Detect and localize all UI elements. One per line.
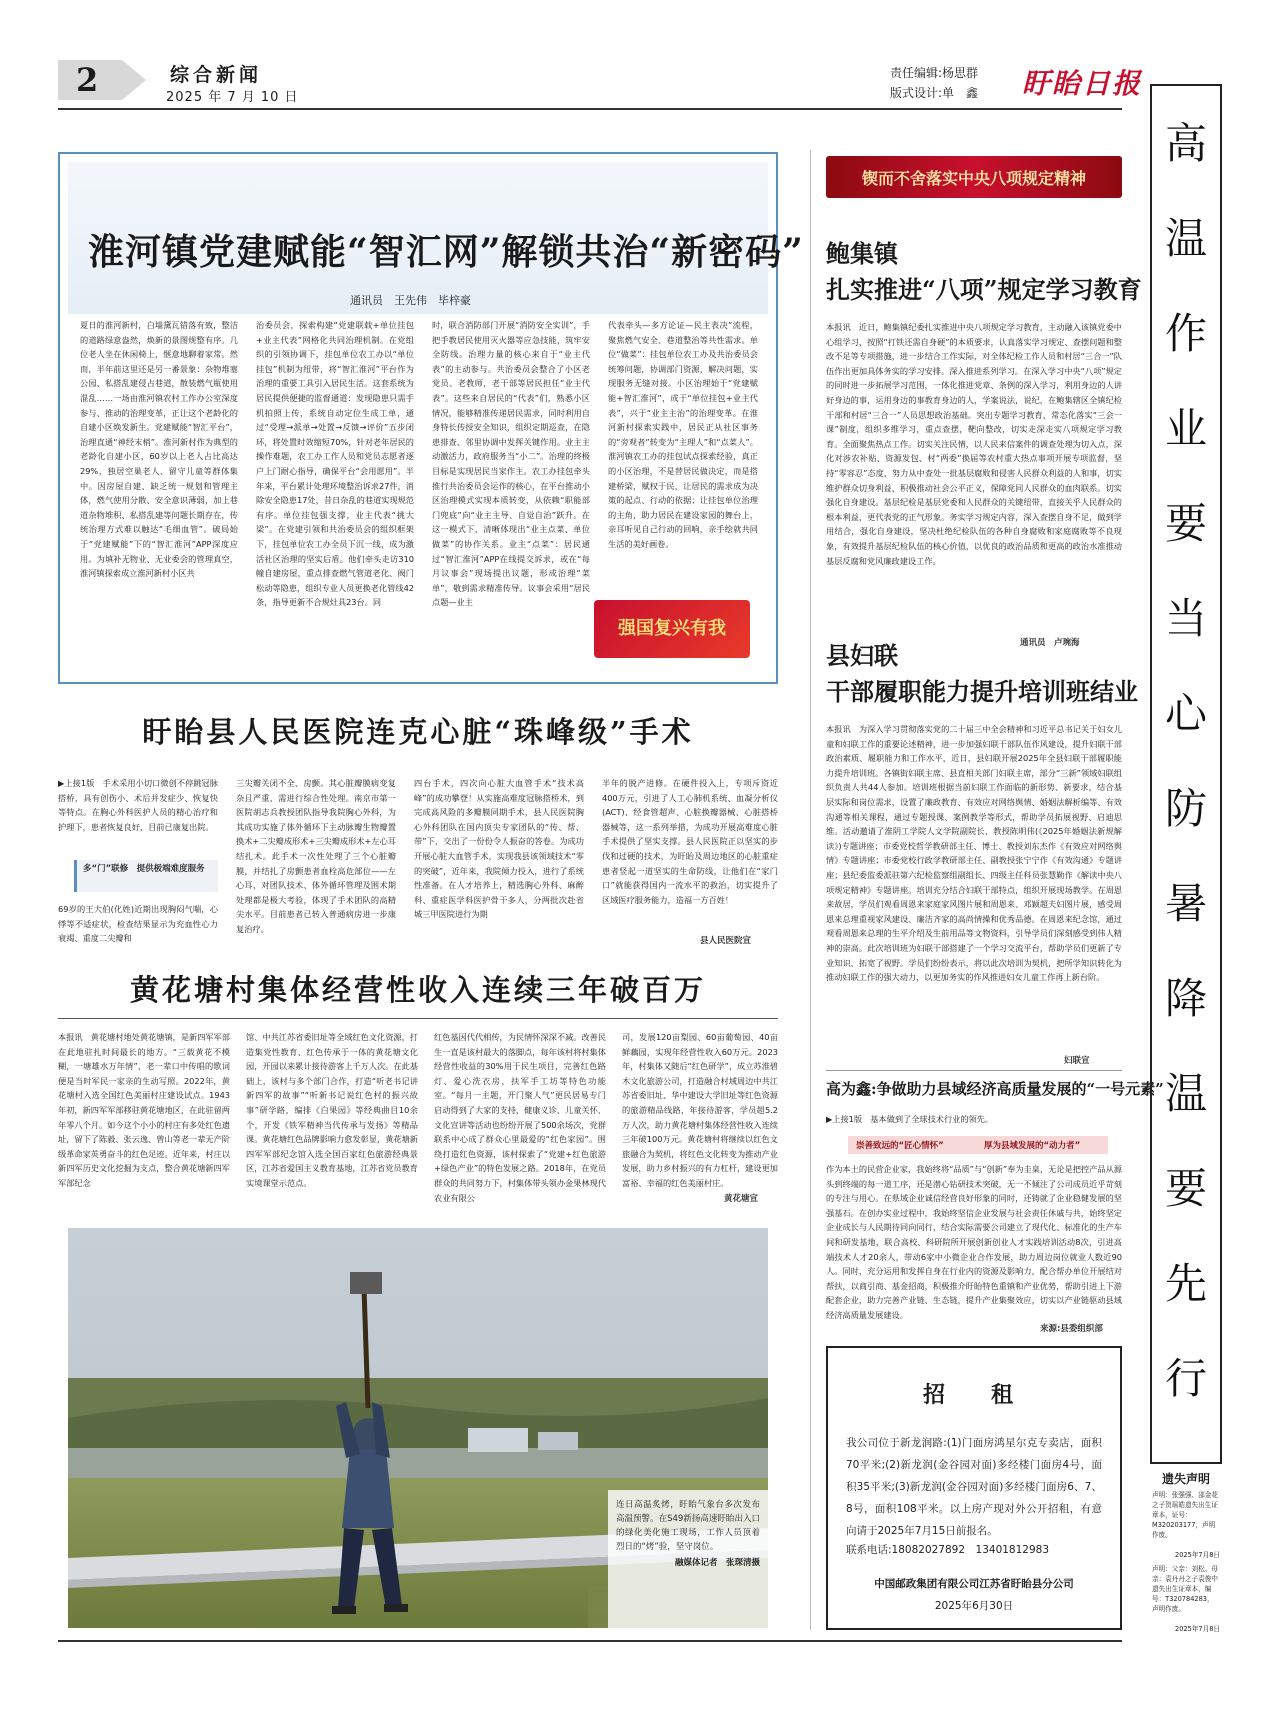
article-baoji-title-2: 扎实推进“八项”规定学习教育 — [826, 275, 1142, 304]
article-huaihe-col-3: 时，联合消防部门开展“消防安全实训”，手把手教居民使用灭火器等应急技能，筑牢安全防线。治理力量的核心来自于“业主代表”的主动参与。共治委员会整合了小区老党员、老教师，老干部等居民担任“业主代表”。这些来自居民的“代表”们，熟悉小区情况，能够精准传递居民需求，同时利用自身特长传授安全知识，组织定期巡查，在隐患排查、邻里协调中发挥关键作用。业主主动激活力，政府服务当“小二”。治理的终极目标是实现居民当家作主。农工办挂包牵头推行共治委员会运作的核心，在平台推动小区治理模式实现本质转变，从依赖“职能部门兜底”向“业主主导、自觉自治”跃升。在这一模式下，清晰体现出“业主点菜、单位做菜”的协作关系。业主“点菜”：居民通过“智汇淮河”APP在线提交诉求，或在“每月议事会”现场提出议题，形成治理“菜单”，敬到需求精准传导。议事会采用“居民点题—业主 — [432, 320, 590, 608]
article-hospital-col-4: 半年的脱产进修。在硬件投入上，专项斥资近400万元，引进了人工心肺机系统、血凝分析仪(ACT)、经食管超声、心脏换瓣器械、心脏搭桥器械等，这一系列举措，为成功开展高难度心脏手术提供了坚实支撑。县人民医院正以坚实的步伐和过硬的技术，为盱眙及周边地区的心脏重症患者竖起一道坚实的生命防线，让他们在“家门口”就能获得国内一流水平的救治，切实提升了区域医疗服务能力，造福一方百姓！ — [602, 778, 778, 905]
slogan-char: 先 — [1164, 1259, 1207, 1308]
lost-notice — [1150, 1466, 1222, 1640]
article-gaoweixin-sub1: 崇善致远的“匠心情怀” — [856, 1141, 944, 1151]
rental-ad-text: 我公司位于新龙润路:(1)门面房鸿星尔克专卖店，面积70平米;(2)新龙润(金谷园对面)多经楼门面房4号，面积35平米;(3)新龙润(金谷园对面)多经楼门面房6、7、8号，面积108平米。以上房产现对外公开招租，有意向请于2025年7月15日前报名。 — [846, 1437, 1102, 1537]
article-baoji-source: 通讯员 卢琬海 — [1020, 638, 1080, 648]
slogan-char: 防 — [1164, 784, 1207, 833]
lost-notice-title: 遗失声明 — [1161, 1472, 1210, 1486]
page-number-badge — [58, 60, 148, 100]
article-hospital-col-1-extra: 69岁的王大伯(化姓)近期出现胸闷气喘，心悸等不适症状，检查结果显示为充血性心力衰竭、重度二尖瓣和 — [58, 904, 218, 944]
slogan-char: 温 — [1164, 214, 1207, 263]
slogan-text — [1152, 96, 1220, 1426]
page-number: 2 — [76, 61, 99, 99]
article-hospital-source: 县人民医院宣 — [700, 936, 752, 946]
article-huaihe-banner — [594, 600, 750, 658]
masthead-rule — [58, 108, 1122, 110]
article-huaihe-title: 淮河镇党建赋能“智汇网”解锁共治“新密码” — [88, 231, 804, 273]
right-banner-text: 锲而不舍落实中央八项规定精神 — [861, 169, 1086, 188]
slogan-char: 高 — [1164, 119, 1207, 168]
article-huanghuatang-col-4: 司，发展120亩梨园、60亩葡萄园、40亩鲜藕园，实现年经营性收入60万元。2023年，村集体又随后“红色研学”，成立苏淮碧木文化旅游公司，打造融合村域周边中共江苏省委旧址、华中建设大学旧址等红色资源的旅游精品线路，年接待游客，学员超5.2万人次，助力黄花塘村集体经营性收入连续三年破100万元。黄花塘村将继续以红色文旅融合为契机，将红色文化转变为推动产业发展，助力乡村振兴的有力杠杆，建设更加富裕、幸福的红色美丽村庄。 — [622, 1032, 778, 1188]
article-gaoweixin-subheads — [848, 1136, 1108, 1154]
article-baoji-body: 本报讯 近日，鲍集镇纪委扎实推进中央八项规定学习教育，主动融入该镇党委中心组学习，按照“打铁还需自身硬”的本质要求，认真落实学习规定、查摆问题和整改不足等专项措施，进一步结合工作实际，对全体纪检工作人员和村居“三合一”队伍作出更加具体务实的学习安排。深入推进系列学习。在深入学习中央“八项”规定的同时进一步拓展学习范围，一体化推进党章、条例的深入学习，利用身边的人讲好身边的事，运用身边的事教育身边的人，学案说法，说纪，在鲍集辖区全镇纪检干部和村居“三合一”人员思想政治基础。突出专题学习教育，常态化落实“三会一课”制度，组织多维学习，重点查摆，靶向整改，切实走深走实八项规定学习教育。全面聚焦热点工作。切实关注民情，以人民来信案件的调查处理为切入点，深化对涉农补贴、资源发包、村“两委”换届等农村重大热点事项开展专项监督，坚持“零容忍”态度，努力从中查处一批基层腐败和侵害人民群众利益的人和事，切实维护群众切身利益，积极推动社会公平正义，保障党同人民群众的血肉联系。切实强化自身建设。基层纪检是基层党委和人民群众的关键纽带，直接关乎人民群众的根本利益，更代表党的正气形象。务实学习规定内容，深入查摆自身不足，做到学用结合，强化自身建设，坚决杜绝纪检队伍的各种自身腐败和家庭腐败等不良现象，有效提升基层纪检队伍的核心价值，以优良的政治品质和更高的政治水准推动基层反腐和党风廉政建设工作。 — [826, 322, 1122, 566]
article-huaihe-byline: 通讯员 王先伟 毕梓豪 — [350, 294, 471, 307]
bottom-rule — [58, 1640, 1122, 1642]
article-fulian-title-2: 干部履职能力提升培训班结业 — [826, 677, 1138, 706]
article-huanghuatang-col-1: 本报讯 黄花塘村地处黄花塘镇，是新四军军部在此地驻扎时间最长的地方。“三载黄花不模糊，一塘雄水万年情”，老一辈口中传唱的歌词便是当时军民一家亲的生动写照。2022年，黄花塘村入选全国红色美丽村庄建设试点。1943年初，新四军军部移驻黄花塘地区，在此驻留两年零八个月。如今这个小小的村庄有多处红色遗址，留下了陈毅、张云逸、曾山等老一辈无产阶级革命家英勇奋斗的红色足迹。近年来，村庄以新四军历史文化挖掘为支点，整合黄花塘新四军军部纪念 — [58, 1032, 230, 1188]
news-photo — [68, 1228, 768, 1628]
article-fulian-source: 妇联宣 — [1064, 1056, 1090, 1066]
rental-ad-date: 2025年6月30日 — [934, 1600, 1014, 1612]
article-hospital-subhead — [74, 860, 218, 892]
rental-ad-company: 中国邮政集团有限公司江苏省盱眙县分公司 — [874, 1578, 1074, 1590]
slogan-box — [1150, 84, 1222, 1464]
article-huaihe-col-1: 夏日的淮河新村，白墙黛瓦错落有致，整洁的道路绿意盎然，焕新的景图规整有序。几位老人坐在休闲椅上，惬意地聊着家常。然而，半年前这里还是另一番景象：杂物堆塞公园、私搭乱建侵占巷道，散装燃气瓶使用混乱……一场由淮河镇农村工作办公室深度参与、推动的治理变革，正让这个老龄化的自建小区焕发新生。党建赋能“智汇平台”，治理直通“神经末梢”。淮河新村作为典型的老龄化自建小区，60岁以上老人占比高达29%，独居空巢老人、留守儿童等群体集中。因房屋自建、缺乏统一规划和管理主体，燃气使用分散、安全意识薄弱，加上巷道杂物堆积、私搭乱建等问题长期存在，传统治理方式难以触达“毛细血管”。破局始于“党建赋能”下的“智汇淮河”APP深度应用。为填补无物业、无业委会的管理真空，淮河镇探索成立淮河新村小区共 — [80, 320, 238, 579]
slogan-char: 心 — [1164, 689, 1207, 738]
article-huanghuatang-source: 黄花塘宣 — [724, 1194, 759, 1204]
slogan-char: 降 — [1164, 974, 1207, 1023]
slogan-char: 暑 — [1164, 879, 1207, 928]
lost-notice-item-1: 声明：张强强、邵金花之子贺瑶皓遗失出生证章本，证号：M320203177，声明作废。 — [1152, 1491, 1218, 1539]
right-rule-1 — [826, 1070, 1122, 1071]
article-fulian-title-1: 县妇联 — [826, 641, 898, 670]
rental-ad-phone: 联系电话:18082027892 13401812983 — [846, 1544, 1050, 1556]
issue-date: 2025 年 7 月 10 日 — [166, 90, 299, 105]
section-title: 综合新闻 — [170, 64, 263, 86]
right-banner — [826, 156, 1122, 198]
article-huaihe-frame — [58, 152, 804, 684]
designer-credit: 版式设计:单 鑫 — [890, 86, 979, 100]
lost-notice-date-2: 2025年7月8日 — [1175, 1625, 1220, 1633]
article-hospital-col-1: ▶上接1版 手术采用小切口微创不停跳冠脉搭桥，具有创伤小、术后并发症少、恢复快等特点。在胸心外科医护人员的精心治疗和护理下，患者恢复良好，目前已康复出院。 — [58, 778, 218, 832]
editor-credit: 责任编辑:杨思群 — [890, 66, 979, 80]
slogan-char: 行 — [1164, 1354, 1207, 1403]
rental-ad — [826, 1346, 1122, 1630]
article-huanghuatang-col-3: 红色基因代代相传，为民情怀深深不减。改善民生一直是该村最大的落脚点，每年该村将村集体经营性收益的30%用于民生项目，完善红色路灯、爱心洗衣房，扶军手工坊等特色功能室。“每月一主题，开门聚人气”更民居易专门启动得到了大家的支持，健康义诊、儿童关怀、文化宣讲等活动也纷纷开展了500余场次，党群联系中心成了群众心里最爱的“红色家园”。围绕打造红色资源，该村探索了“党建+红色旅游+绿色产业”的特色发展之路。2018年，在党员群众的共同努力下，村集体带头领办金果林现代农业有限公 — [434, 1032, 606, 1203]
slogan-char: 温 — [1164, 1069, 1207, 1118]
masthead — [0, 0, 1280, 110]
slogan-char: 当 — [1164, 594, 1207, 643]
article-hospital-col-3: 四台手术，四次向心脏大血管手术“技术高峰”的成功攀登！从实施高难度冠脉搭桥术，到完成高风险的多瓣膜同期手术，县人民医院胸心外科团队在国内顶尖专家团队的“传、帮、带”下，交出了一份份令人振奋的答卷。为成功开展心脏大血管手术，实现我县该领域技术“零的突破”，近年来，我院倾力投入，进行了系统性准备。在人才培养上，精选胸心外科、麻醉科、重症医学科医护骨干多人，分两批次赴省城三甲医院进行为期 — [414, 778, 584, 920]
rental-ad-title: 招 租 — [922, 1382, 1025, 1408]
article-hospital-subhead-text: 多“门”联修 提供极端难度服务 — [83, 864, 205, 874]
photo-credit: 融媒体记者 张琛清摄 — [674, 1558, 760, 1568]
article-huanghuatang-title: 黄花塘村集体经营性收入连续三年破百万 — [129, 973, 706, 1007]
slogan-char: 作 — [1164, 309, 1207, 358]
article-gaoweixin-title: 高为鑫:争做助力县域经济高质量发展的“一号元素” — [826, 1080, 1164, 1098]
slogan-char: 要 — [1164, 1164, 1207, 1213]
photo-caption: 连日高温炙烤，盱眙气象台多次发布高温预警。在S49新扬高速盱眙出入口的绿化美化施工现场，工作人员顶着烈日的“烤”验，坚守岗位。 — [616, 1500, 760, 1552]
article-baoji-title-1: 鲍集镇 — [826, 239, 898, 268]
divider-1 — [810, 150, 811, 1630]
article-huanghuatang-col-2: 馆、中共江苏省委旧址等全域红色文化资源，打造集党性教育、红色传承于一体的黄花塘文化园，开园以来累计接待游客上千万人次。在此基础上，该村与多个部门合作，打造“听老书记讲新四军的故事”“听新书记说红色村的振兴故事”研学路，编排《白果园》等经典曲目10余个，开发《铁军精神当代传承与发扬》等精品课。黄花塘红色品牌影响力愈发彰显，黄花塘新四军军部纪念馆入选全国百家红色旅游经典景区，江苏省爱国主义教育基地，江苏省党员教育实境课堂示范点。 — [246, 1032, 418, 1188]
paper-logo: 盱眙日报 — [1022, 67, 1143, 100]
lost-notice-item-2: 声明：父亲：刘松、母亲：袁丹丹之子袁俊中遗失出生证章本，编号：T320784283，声明作废。 — [1152, 1565, 1218, 1613]
article-hospital-title: 盱眙县人民医院连克心脏“珠峰级”手术 — [142, 715, 694, 749]
article-gaoweixin-sub2: 厚为县域发展的“动力者” — [984, 1141, 1081, 1151]
article-huaihe-col-2: 治委员会，探索构建“党建联载+单位挂包+业主代表”网格化共同治理机制。在党组织的引领协调下，挂包单位农工办以“单位挂包”机制为纽带，将“智汇淮河”平台作为治理的重要工具引入居民生活。这套系统为居民提供便捷的监督通道：发现隐患只需手机拍照上传，系统自动定位生成工单，通过“受理→派单→处置→反馈→评价”五步闭环，将处置时效缩短70%，针对老年居民的操作难题，农工办工作人员和党员志愿者逐户上门耐心指导，确保平台“会用愿用”。半年来，平台累计处理环境整治诉求27件，消除安全隐患17处，昔日杂乱的巷道实现规范有序。单位挂包强支撑，业主代表“挑大梁”。在党建引领和共治委员会的组织框架下，挂包单位农工办全员下沉一线，成为激活社区治理的坚实后盾。他们牵头走访310幢自建房屋，重点排查燃气管道老化、阀门松动等隐患，组织专业人员更换老化管线42条，指导更新不合规灶具23台。同 — [256, 320, 414, 608]
photo-caption-box — [608, 1490, 768, 1628]
article-huanghuatang-rule — [58, 1018, 778, 1019]
article-fulian-body: 本报讯 为深入学习贯彻落实党的二十届三中全会精神和习近平总书记关于妇女儿童和妇联工作的重要论述精神，进一步加强妇联干部队伍作风建设，提升妇联干部政治素质、履职能力和工作水平，近日，县妇联开展2025年全县妇联干部履职能力提升培训班。各镇街妇联主席、县直相关部门妇联主席，部分“三新”领域妇联组织负责人共44人参加。培训班根据当前妇联工作面临的新形势、新要求，结合基层实际和岗位需求，设置了廉政教育、有效应对网络舆情、婚姻法解析编等、有效沟通等相关课程，通过专题授课、案例教学等形式，帮助学员拓展视野、启迪思维。活动邀请了淮阴工学院人文学院副院长、教授陈明伟(《2025年婚姻法新规解读》)专题讲座；市委党校哲学教研部主任、博士、教授刘东杰作《有效应对网络舆情》专题讲座；市委党校行政学教研部主任、副教授张宁宁作《有效沟通》专题讲座；县纪委监委派驻第六纪检监察组副组长、四级主任科员张慧勤作《解读中央八项规定精神》专题讲座。培训充分结合妇联干部特点，组织开展现场教学。在周恩来故居，学员们观看周恩来家庭家风图片展和周恩来、邓颖超夫妇图片展，感受周恩来总理重视家风建设、廉洁齐家的高尚情操和优秀品德。在周恩来纪念馆，通过观看周恩来总理的生平介绍及生前用品等文物资料，引导学员们深刻感受到伟人精神的崇高。此次培训班为妇联干部搭建了一个学习交流平台，帮助学员们更新了专业知识、拓宽了视野。学员们纷纷表示，将以此次培训为契机，把所学知识转化为推动妇联工作的强大动力，以更加务实的作风推进妇女儿童工作再上新台阶。 — [826, 724, 1122, 983]
lost-notice-date-1: 2025年7月8日 — [1175, 1551, 1220, 1559]
slogan-char: 业 — [1164, 404, 1207, 453]
article-huaihe-col-4: 代表牵头—多方论证—民主表决”流程，聚焦燃气安全、巷道整治等共性需求。单位“做菜”：挂包单位农工办及共治委员会统筹问题，协调部门资源，解决问题，实现服务无缝对接。小区治理始于“党建赋能+智汇淮河”，成于“单位挂包+业主代表”，兴于“业主主治”的治理变革。在淮河新村探索实践中，居民正从社区事务的“旁观者”转变为“主理人”和“点菜人”。淮河镇农工办的挂包试点探索经验，真正的小区治理，不是替居民做决定，而是搭建桥梁，赋权于民，让居民的需求成为决策的起点、行动的依据；让挂包单位治理的主角，助力居民在建设家园的舞台上，亲耳听见自己行动的回响，亲手绘就共同生活的美好画卷。 — [608, 320, 758, 549]
article-huaihe-banner-text: 强国复兴有我 — [618, 618, 726, 639]
article-hospital-col-2: 三尖瓣关闭不全、房颤。其心脏瓣膜病变复杂且严重，需进行综合性处理。南京市第一医院胡志兵教授团队指导我院胸心外科，为其成功实施了体外循环下主动脉瓣生物瓣置换术+二尖瓣成形术+三尖瓣成形术+左心耳结扎术。此手术一次性处理了三个心脏瓣膜，并结扎了房颤患者血栓高危部位——左心耳，对团队技术、体外循环管理及围术期处理都是极大考验，体现了手术团队的高精尖水平。目前患者已转入普通病房进一步康复治疗。 — [236, 778, 396, 934]
article-gaoweixin-body: 作为本土的民营企业家，我始终将“品质”与“创新”奉为圭臬，无论是把控产品从源头到终端的每一道工序，还是潜心钻研技术突破，无一不倾注了公司成员近乎苛刻的专注与用心。在県域企业诚信经营良好形象的同时，还铸就了企业稳健发展的坚强基石。在创办实业过程中，我始终坚信企业发展与社会责任休戚与共，始终坚定企业成长与人民期待同向同行，结合实际需要公司建立了现代化、标准化的生产车间和研发基地，联合高校、科研院所开展创新创业人才实践培训活动8次，引进高端技术人才20余人，带动6家中小微企业合作发展，助力周边岗位就业人数近90人。同时，充分运用和发挥自身在行业内的资源及影响力，配合帮办单位开展结对帮扶，以商引商、基金招商，积极推介盱眙特色重镇和产业优势，帮助引进上下游配套企业，助力完善产业链、生态链，提升产业集聚效应，切实以产业链驱动县域经济高质量发展建设。 — [826, 1164, 1122, 1320]
article-gaoweixin-lead: ▶上接1版 基本做到了全球技术行业的领先。 — [826, 1114, 994, 1124]
slogan-char: 要 — [1164, 499, 1207, 548]
page-number-shape — [58, 60, 148, 100]
article-gaoweixin-source: 来源:县委组织部 — [1040, 1324, 1103, 1334]
